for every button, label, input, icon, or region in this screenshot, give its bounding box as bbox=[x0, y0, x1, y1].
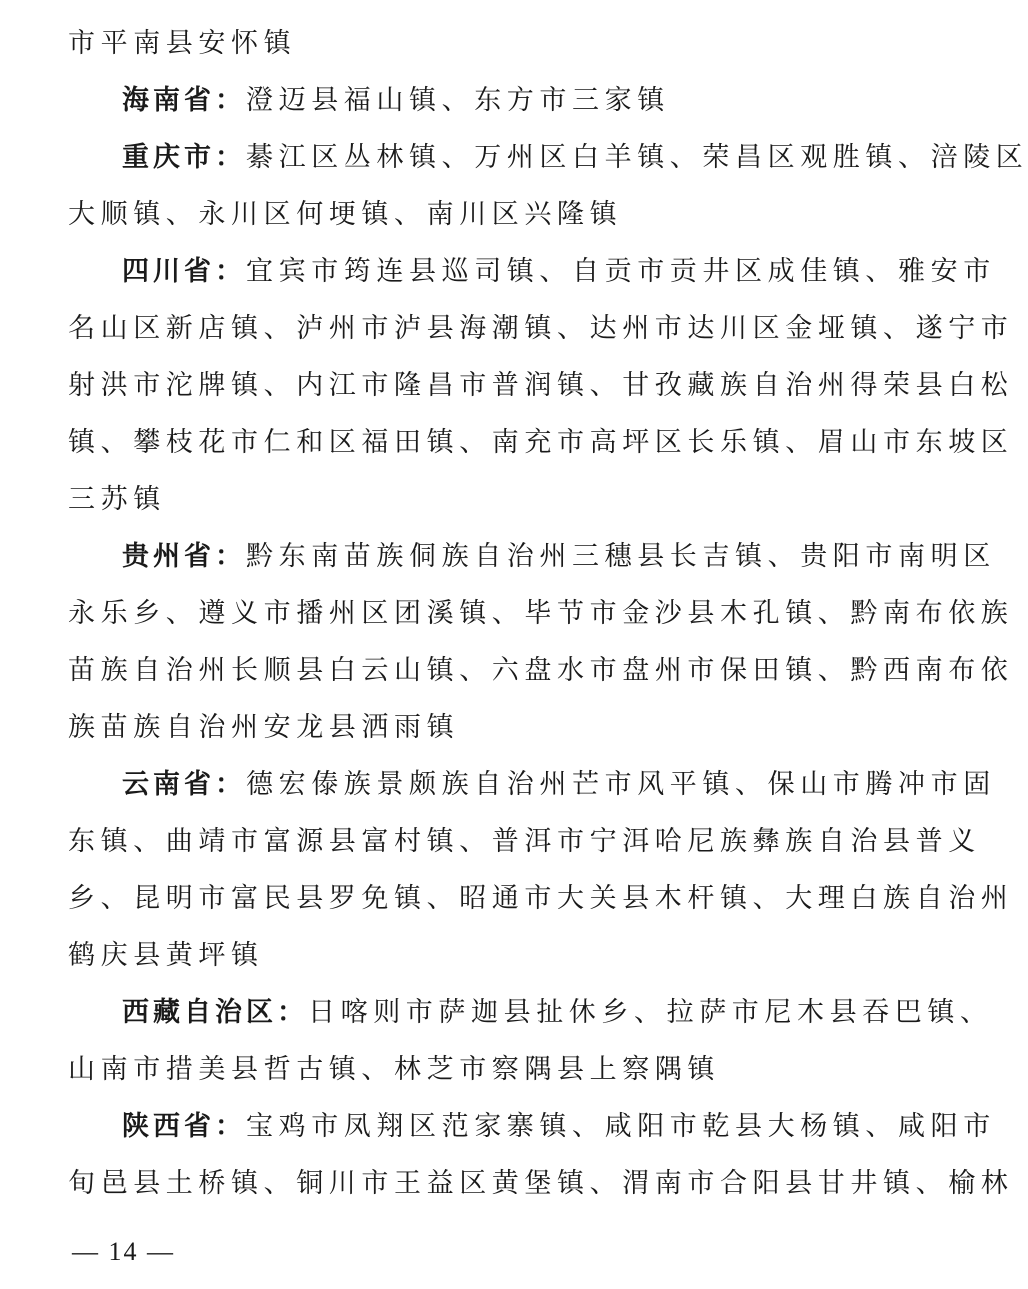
text-line bbox=[68, 480, 868, 520]
line-text: 大顺镇、永川区何埂镇、南川区兴隆镇 bbox=[68, 199, 623, 230]
text-line bbox=[68, 1164, 1014, 1204]
line-text: 永乐乡、遵义市播州区团溪镇、毕节市金沙县木孔镇、黔南布依族 bbox=[68, 598, 1014, 629]
line-text: 东镇、曲靖市富源县富村镇、普洱市宁洱哈尼族彝族自治县普义 bbox=[68, 826, 981, 857]
line-text: 苗族自治州长顺县白云山镇、六盘水市盘州市保田镇、黔西南布依 bbox=[68, 655, 1014, 686]
line-text: 日喀则市萨迦县扯休乡、拉萨市尼木县吞巴镇、 bbox=[308, 997, 993, 1028]
province-label: 西藏自治区： bbox=[122, 997, 308, 1028]
province-label: 陕西省： bbox=[122, 1111, 246, 1142]
line-text: 三苏镇 bbox=[68, 484, 166, 515]
text-line bbox=[68, 879, 1014, 919]
page-number: — 14 — bbox=[72, 1237, 175, 1266]
text-line bbox=[68, 366, 1014, 406]
province-entry-guizhou bbox=[122, 537, 996, 577]
line-text: 族苗族自治州安龙县洒雨镇 bbox=[68, 712, 460, 743]
line-text: 鹤庆县黄坪镇 bbox=[68, 940, 264, 971]
text-line bbox=[68, 24, 868, 64]
line-text: 德宏傣族景颇族自治州芒市风平镇、保山市腾冲市固 bbox=[246, 769, 996, 800]
line-text: 射洪市沱牌镇、内江市隆昌市普润镇、甘孜藏族自治州得荣县白松 bbox=[68, 370, 1014, 401]
line-text: 旬邑县土桥镇、铜川市王益区黄堡镇、渭南市合阳县甘井镇、榆林 bbox=[68, 1168, 1014, 1199]
text-line bbox=[68, 309, 1014, 349]
text-line bbox=[68, 1050, 868, 1090]
text-line bbox=[68, 936, 868, 976]
province-entry-sichuan bbox=[122, 252, 996, 292]
line-text: 黔东南苗族侗族自治州三穗县长吉镇、贵阳市南明区 bbox=[246, 541, 996, 572]
province-entry-shaanxi bbox=[122, 1107, 996, 1147]
line-text: 澄迈县福山镇、东方市三家镇 bbox=[246, 85, 670, 116]
text-line bbox=[68, 651, 1014, 691]
line-text: 綦江区丛林镇、万州区白羊镇、荣昌区观胜镇、涪陵区 bbox=[246, 142, 1028, 173]
province-label: 贵州省： bbox=[122, 541, 246, 572]
province-entry-hainan bbox=[122, 81, 868, 121]
province-entry-tibet bbox=[122, 993, 993, 1033]
province-label: 海南省： bbox=[122, 85, 246, 116]
province-label: 四川省： bbox=[122, 256, 246, 287]
text-line bbox=[68, 708, 868, 748]
line-text: 市平南县安怀镇 bbox=[68, 28, 297, 59]
province-entry-yunnan bbox=[122, 765, 996, 805]
province-entry-chongqing bbox=[122, 138, 1028, 178]
line-text: 宝鸡市凤翔区范家寨镇、咸阳市乾县大杨镇、咸阳市 bbox=[246, 1111, 996, 1142]
province-label: 云南省： bbox=[122, 769, 246, 800]
line-text: 镇、攀枝花市仁和区福田镇、南充市高坪区长乐镇、眉山市东坡区 bbox=[68, 427, 1014, 458]
line-text: 宜宾市筠连县巡司镇、自贡市贡井区成佳镇、雅安市 bbox=[246, 256, 996, 287]
text-line bbox=[68, 195, 868, 235]
line-text: 山南市措美县哲古镇、林芝市察隅县上察隅镇 bbox=[68, 1054, 720, 1085]
text-line bbox=[68, 822, 981, 862]
text-line bbox=[68, 423, 1014, 463]
province-label: 重庆市： bbox=[122, 142, 246, 173]
line-text: 名山区新店镇、泸州市泸县海潮镇、达州市达川区金垭镇、遂宁市 bbox=[68, 313, 1014, 344]
line-text: 乡、昆明市富民县罗免镇、昭通市大关县木杆镇、大理白族自治州 bbox=[68, 883, 1014, 914]
text-line bbox=[68, 594, 1014, 634]
